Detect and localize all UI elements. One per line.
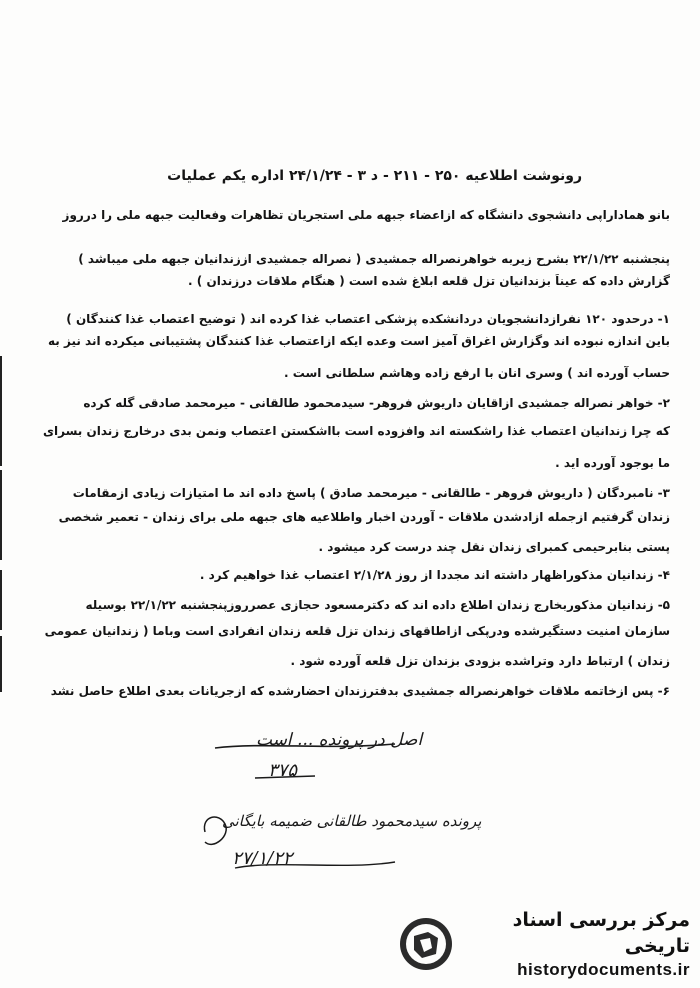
document-line: گزارش داده که عیناً بزندانیان تزل قلعه ابلاغ شده است ( هنگام ملاقات درزندان ) . [188, 274, 670, 288]
handwritten-number: ۳۷۵ [268, 760, 298, 781]
archive-emblem-icon [398, 916, 454, 972]
document-line: که چرا زندانیان اعتصاب غذا راشکسته اند وافزوده است بااشکستن اعتصاب ونمن بدی درخارج زندان بسرای [43, 424, 670, 438]
document-line: ۳- نامبردگان ( داریوش فروهر - طالقانی - میرمحمد صادق ) پاسخ داده اند ما امتیازات زیادی ازمقامات [72, 486, 670, 500]
document-line: پستی بنابرحیمی کمبرای زندان نقل چند درست کرد میشود . [318, 540, 670, 554]
document-line: ۵- زندانیان مذکوربخارج زندان اطلاع داده اند که دکترمسعود حجازی عصرروزپنجشنبه ۲۲/۱/۲۲ بوسیله [85, 598, 670, 612]
handwritten-signature-note: پرونده سیدمحمود طالقانی ضمیمه بایگانی [222, 812, 482, 830]
handwritten-note: اصل در پرونده ... است [256, 730, 423, 750]
document-line: پنجشنبه ۲۲/۱/۲۲ بشرح زیربه خواهرنصراله جمشیدی ( نصراله جمشیدی اززندانیان جبهه ملی میباشد ) [78, 252, 670, 266]
watermark-site: historydocuments.ir [517, 960, 690, 979]
watermark-title: مرکز بررسی اسناد تاریخی [512, 909, 690, 957]
document-line: ۴- زندانیان مذکوراظهار داشته اند مجددا از روز ۲/۱/۲۸ اعتصاب غذا خواهیم کرد . [199, 568, 670, 582]
document-line: حساب آورده اند ) وسری انان با ارفع زاده وهاشم سلطانی است . [284, 366, 670, 380]
document-line: زندان گرفتیم ازجمله ازادشدن ملاقات - آوردن اخبار واطلاعیه های جبهه ملی برای زندان - تعمیر شخصی [58, 510, 670, 524]
document-line: ۲- خواهر نصراله جمشیدی ازاقایان داریوش فروهر- سیدمحمود طالقانی - میرمحمد صادقی گله کرده [83, 396, 670, 410]
document-line: باین اندازه نبوده اند وگزارش اغراق آمیز است وعده ایکه ازاعتصاب غذا کنندگان پشتیبانی میکرده اند نیز به [48, 334, 670, 348]
document-line: ما بوجود آورده اید . [555, 456, 670, 470]
left-margin-mark [0, 470, 2, 560]
document-line: ۱- درحدود ۱۲۰ نفرازدانشجویان دردانشکده پزشکی اعتصاب غذا کرده اند ( توضیح اعتصاب غذا کنندگان ) [66, 312, 670, 326]
left-margin-mark [0, 570, 2, 630]
document-line: ۶- پس ازخاتمه ملاقات خواهرنصراله جمشیدی بدفترزندان احضارشده که ازجریانات بعدی اطلاع حاصل نشد [50, 684, 670, 698]
left-margin-mark [0, 636, 2, 692]
document-line: سازمان امنیت دستگیرشده ودرپکی ازاطاقهای زندان تزل قلعه زندان انفرادی است وباما ( زندانیان عمومی [44, 624, 670, 638]
document-line: بانو هماداراپی دانشجوی دانشگاه که ازاعضاء جبهه ملی استجریان تظاهرات وفعالیت جبهه ملی را درروز [62, 208, 670, 222]
left-margin-mark [0, 356, 2, 466]
watermark-text [454, 907, 690, 981]
handwritten-date: ۲۷/۱/۲۲ [232, 848, 293, 869]
document-line: زندان ) ارتباط دارد وتراشده بزودی بزندان تزل قلعه آورده شود . [290, 654, 670, 668]
document-heading: رونوشت اطلاعیه ۲۵۰ - ۲۱۱ - د ۳ - ۲۴/۱/۲۴ اداره یکم عملیات [167, 168, 582, 184]
watermark [390, 909, 690, 979]
